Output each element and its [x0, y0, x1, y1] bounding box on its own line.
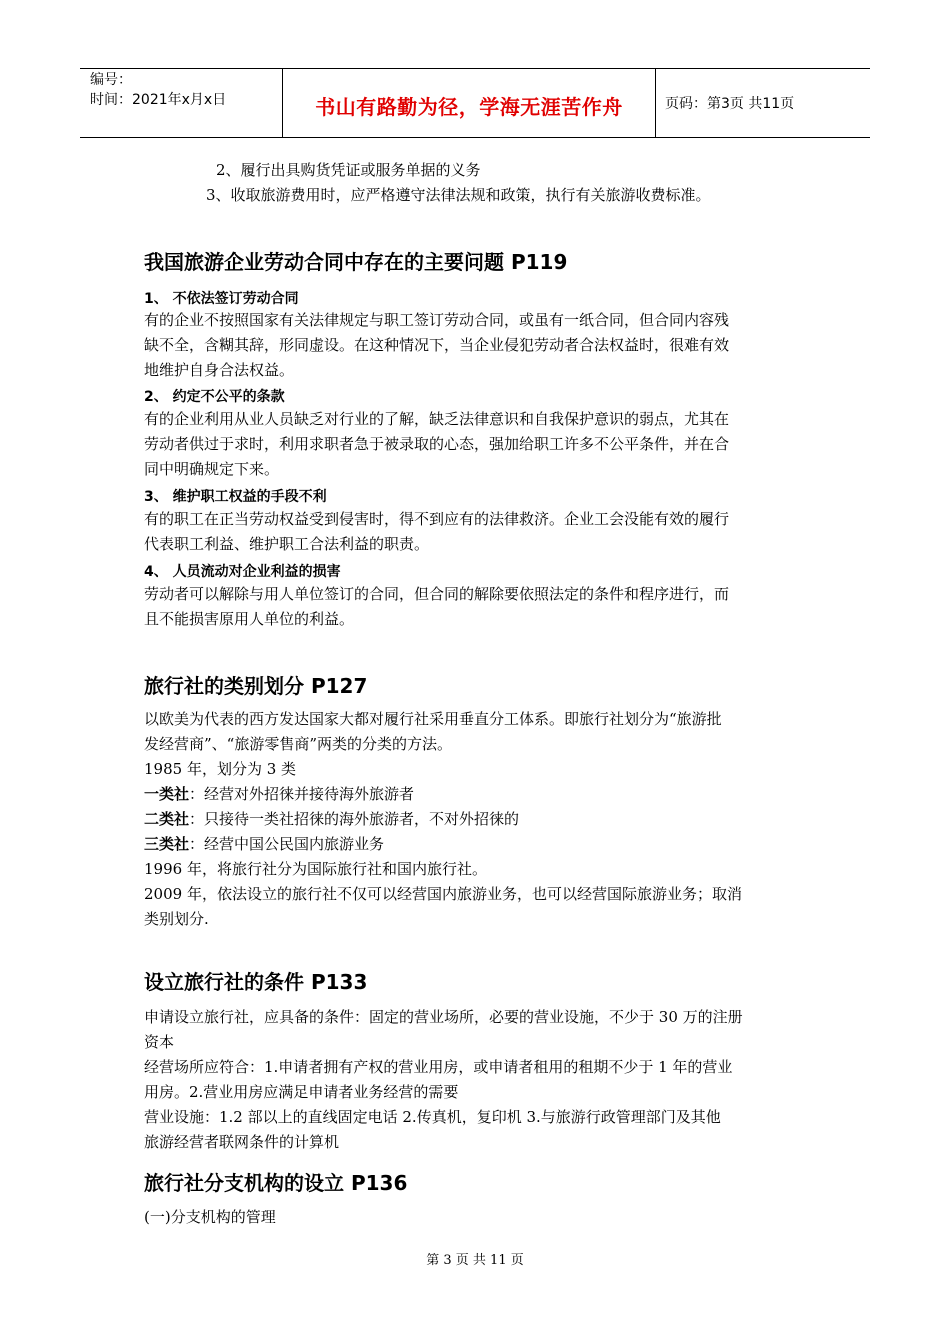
subsection-title: 4、 人员流动对企业利益的损害 [144, 564, 341, 580]
paragraph-line: 代表职工利益、维护职工合法利益的职责。 [144, 535, 430, 553]
header-slogan: 书山有路勤为径，学海无涯苦作舟 [315, 95, 623, 119]
intro-item-2: 2、履行出具购货凭证或服务单据的义务 [216, 161, 481, 179]
paragraph-line: 劳动者可以解除与用人单位签订的合同，但合同的解除要依照法定的条件和程序进行，而 [144, 585, 730, 603]
header-slogan-cell [282, 69, 656, 137]
paragraph-line: 地维护自身合法权益。 [144, 361, 295, 379]
paragraph-line: 缺不全，含糊其辞，形同虚设。在这种情况下，当企业侵犯劳动者合法权益时，很难有效 [144, 336, 730, 354]
paragraph-line: 经营场所应符合：1.申请者拥有产权的营业用房，或申请者租用的租期不少于 1 年的营业 [144, 1058, 733, 1076]
paragraph-line: 且不能损害原用人单位的利益。 [144, 610, 355, 628]
document-time-label: 时间：2021年x月x日 [90, 92, 227, 108]
category-line-2 [144, 809, 519, 829]
subsection-title: 3、 维护职工权益的手段不利 [144, 489, 327, 505]
category-label: 一类社 [144, 785, 190, 803]
paragraph-line: 劳动者供过于求时，利用求职者急于被录取的心态，强加给职工许多不公平条件，并在合 [144, 435, 730, 453]
paragraph-line: (一)分支机构的管理 [144, 1208, 276, 1226]
paragraph-line: 有的企业利用从业人员缺乏对行业的了解，缺乏法律意识和自我保护意识的弱点，尤其在 [144, 410, 730, 428]
paragraph-line: 申请设立旅行社，应具备的条件：固定的营业场所，必要的营业设施，不少于 30 万的注册 [144, 1008, 743, 1026]
section-title-labor-contract: 我国旅游企业劳动合同中存在的主要问题 P119 [144, 250, 568, 274]
category-line-3 [144, 834, 384, 854]
category-label: 二类社 [144, 810, 190, 828]
category-label: 三类社 [144, 835, 190, 853]
paragraph-line: 以欧美为代表的西方发达国家大都对履行社采用垂直分工体系。即旅行社划分为“旅游批 [144, 710, 722, 728]
subsection-title: 2、 约定不公平的条款 [144, 389, 285, 405]
section-title-agency-categories: 旅行社的类别划分 P127 [144, 674, 368, 698]
paragraph-line: 2009 年，依法设立的旅行社不仅可以经营国内旅游业务，也可以经营国际旅游业务；取消 [144, 885, 742, 903]
paragraph-line: 同中明确规定下来。 [144, 460, 280, 478]
paragraph-line: 旅游经营者联网条件的计算机 [144, 1133, 340, 1151]
paragraph-line: 发经营商”、“旅游零售商”两类的分类的方法。 [144, 735, 453, 753]
document-number-label: 编号： [90, 72, 132, 88]
paragraph-line: 1985 年，划分为 3 类 [144, 760, 297, 778]
document-header [80, 68, 870, 138]
paragraph-line: 有的职工在正当劳动权益受到侵害时，得不到应有的法律救济。企业工会没能有效的履行 [144, 510, 730, 528]
paragraph-line: 用房。2.营业用房应满足申请者业务经营的需要 [144, 1083, 459, 1101]
category-text: ：经营中国公民国内旅游业务 [189, 835, 385, 853]
section-title-establish-conditions: 设立旅行社的条件 P133 [144, 970, 368, 994]
paragraph-line: 营业设施：1.2 部以上的直线固定电话 2.传真机，复印机 3.与旅游行政管理部门及其他 [144, 1108, 721, 1126]
header-meta-cell [80, 69, 282, 137]
header-page-cell [655, 69, 870, 137]
header-page-number: 页码：第3页 共11页 [665, 96, 795, 112]
category-line-1 [144, 784, 414, 804]
category-text: ：经营对外招徕并接待海外旅游者 [189, 785, 415, 803]
category-text: ：只接待一类社招徕的海外旅游者，不对外招徕的 [189, 810, 520, 828]
paragraph-line: 资本 [144, 1033, 175, 1051]
paragraph-line: 1996 年，将旅行社分为国际旅行社和国内旅行社。 [144, 860, 487, 878]
paragraph-line: 类别划分. [144, 910, 209, 928]
subsection-title: 1、 不依法签订劳动合同 [144, 291, 299, 307]
intro-item-3: 3、收取旅游费用时，应严格遵守法律法规和政策，执行有关旅游收费标准。 [206, 186, 711, 204]
section-title-branch-setup: 旅行社分支机构的设立 P136 [144, 1171, 408, 1195]
paragraph-line: 有的企业不按照国家有关法律规定与职工签订劳动合同，或虽有一纸合同，但合同内容残 [144, 311, 730, 329]
page-footer: 第 3 页 共 11 页 [426, 1253, 524, 1268]
